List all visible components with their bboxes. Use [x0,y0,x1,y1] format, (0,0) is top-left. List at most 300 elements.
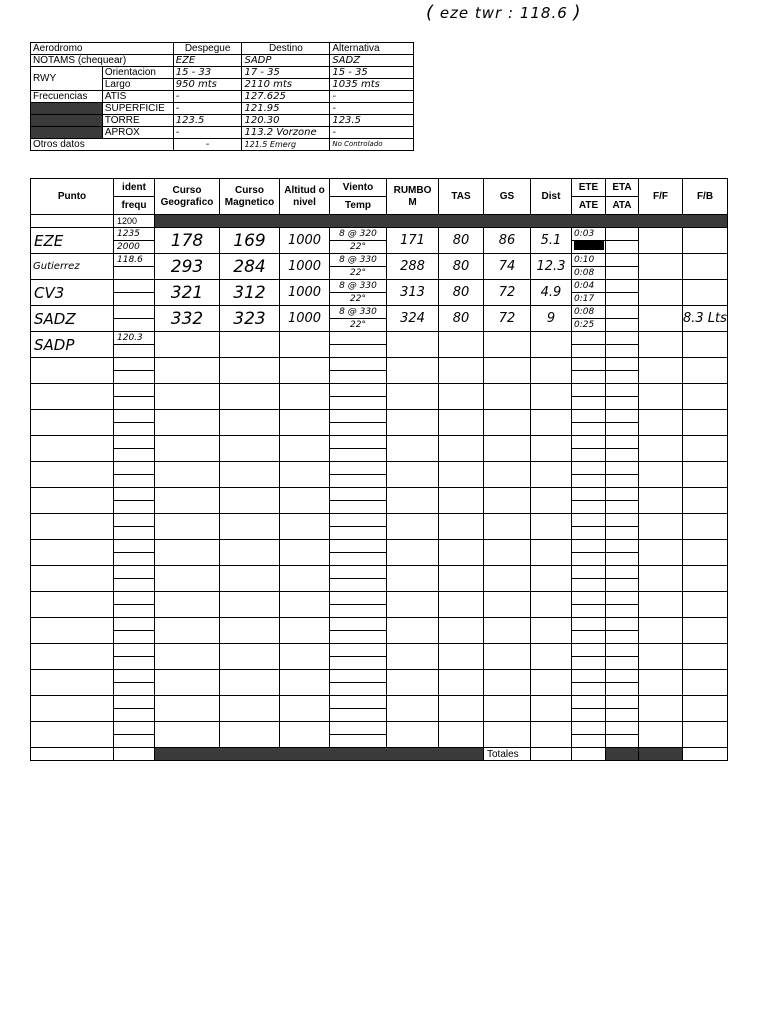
aprox-despegue: - [173,127,242,139]
dist-cell [531,592,572,618]
rumbo-cell [387,722,439,748]
tas-cell [439,722,484,748]
temp-cell [330,605,387,618]
temp-cell: 22° [330,293,387,306]
ate-cell [572,579,606,592]
ff-cell [639,410,683,436]
cg-cell [155,488,220,514]
cg-cell [155,670,220,696]
ff-cell [639,384,683,410]
point-cell [31,748,114,761]
note-text: eze twr : 118.6 [439,4,568,22]
rumbo-cell [387,410,439,436]
ata-cell [606,267,639,280]
point-cell [31,358,114,384]
ata-cell [606,501,639,514]
superficie-label: SUPERFICIE [102,103,173,115]
gs-cell [484,358,531,384]
ident-cell [114,280,155,293]
eta-cell [606,722,639,735]
temp-cell [330,527,387,540]
eta-cell [606,228,639,241]
ident-cell [114,397,155,410]
largo-label: Largo [102,79,173,91]
gs-cell: 86 [484,228,531,254]
ata-cell [606,371,639,384]
eta-cell [606,592,639,605]
point-cell: Gutierrez [31,254,114,280]
alt-cell: 1000 [280,228,330,254]
viento-cell [330,332,387,345]
fb-cell [683,488,728,514]
torre-despegue: 123.5 [173,115,242,127]
rumbo-header-line: RUMBO [393,184,432,196]
dist-header: Dist [531,179,572,215]
dist-cell: 5.1 [531,228,572,254]
viento-cell [330,436,387,449]
ete-cell [572,696,606,709]
point-cell [31,592,114,618]
fb-cell [683,280,728,306]
gs-cell [484,592,531,618]
torre-label: TORRE [102,115,173,127]
ident-cell [114,527,155,540]
ete-cell [572,488,606,501]
ident-cell: 1235 [114,228,155,241]
curso-mag-header-line: Magnetico [224,196,275,208]
tas-cell [439,462,484,488]
cm-cell [220,514,280,540]
temp-cell [330,501,387,514]
ete-cell [572,644,606,657]
tas-cell: 80 [439,280,484,306]
cg-cell: 321 [155,280,220,306]
torre-alternativa: 123.5 [330,115,414,127]
point-cell [31,644,114,670]
altitud-header-line: nivel [293,196,316,208]
ate-cell [572,501,606,514]
dist-cell [531,410,572,436]
ete-cell [572,358,606,371]
ata-cell [606,345,639,358]
rumbo-cell [387,670,439,696]
cg-cell [155,696,220,722]
dist-cell [531,358,572,384]
fb-header: F/B [683,179,728,215]
ident-cell [114,358,155,371]
point-cell [31,514,114,540]
tas-cell [439,436,484,462]
dark-cell [31,127,103,139]
viento-cell [330,462,387,475]
notams-label: NOTAMS (chequear) [31,55,174,67]
fb-total-cell [683,748,728,761]
ate-cell [572,397,606,410]
temp-cell [330,631,387,644]
altitud-header [280,179,330,215]
cm-cell [220,592,280,618]
fb-cell [683,592,728,618]
fb-cell [683,696,728,722]
tas-cell [439,384,484,410]
rumbo-cell [387,592,439,618]
point-cell [31,436,114,462]
ff-cell [639,462,683,488]
ident-cell [114,605,155,618]
alt-cell [280,514,330,540]
tas-cell [439,410,484,436]
cg-cell: 332 [155,306,220,332]
ete-cell [572,592,606,605]
cm-cell [220,540,280,566]
fb-cell [683,410,728,436]
ident-cell: 1200 [114,215,155,228]
cg-cell [155,540,220,566]
ident-cell [114,553,155,566]
ate-header: ATE [572,197,606,215]
alt-cell [280,540,330,566]
ate-cell [572,553,606,566]
punto-header: Punto [31,179,114,215]
temp-cell [330,657,387,670]
ff-cell [639,488,683,514]
dist-cell [531,566,572,592]
ate-cell [572,605,606,618]
alt-cell [280,722,330,748]
viento-cell: 8 @ 330 [330,306,387,319]
ident-cell [114,475,155,488]
ident-cell [114,384,155,397]
rumbo-header [387,179,439,215]
tas-cell [439,618,484,644]
destino-header: Destino [242,43,330,55]
cg-cell [155,618,220,644]
gs-cell [484,488,531,514]
ate-cell [572,735,606,748]
ff-cell [639,540,683,566]
aerodrome-info-table [30,42,414,151]
fb-cell [683,462,728,488]
ete-cell [572,566,606,579]
ata-cell [606,683,639,696]
point-cell: EZE [31,228,114,254]
ff-cell [639,358,683,384]
ata-cell [606,293,639,306]
gs-cell [484,696,531,722]
tas-cell [439,358,484,384]
ident-cell [114,748,155,761]
tas-cell [439,540,484,566]
rumbo-cell [387,618,439,644]
gs-cell [484,644,531,670]
viento-cell [330,488,387,501]
ff-cell [639,228,683,254]
dark-cell [31,103,103,115]
dist-cell: 12.3 [531,254,572,280]
ate-cell [572,709,606,722]
aprox-label: APROX [102,127,173,139]
point-cell [31,670,114,696]
otros-destino: 121.5 Emerg [242,139,330,151]
frequ-header: frequ [114,197,155,215]
temp-cell [330,345,387,358]
point-cell [31,410,114,436]
eta-cell [606,644,639,657]
ident-cell [114,501,155,514]
fb-cell [683,384,728,410]
cm-cell [220,644,280,670]
otros-label: Otros datos [31,139,174,151]
tas-cell: 80 [439,228,484,254]
tas-cell [439,566,484,592]
cm-cell [220,722,280,748]
alt-cell [280,566,330,592]
point-cell [31,384,114,410]
notams-despegue: EZE [173,55,242,67]
cg-cell [155,462,220,488]
ident-cell: 118.6 [114,254,155,267]
tas-cell [439,644,484,670]
cm-cell: 169 [220,228,280,254]
fb-cell: 8.3 Lts [683,306,728,332]
point-cell [31,618,114,644]
ata-cell [606,319,639,332]
ata-header: ATA [606,197,639,215]
ete-cell [572,462,606,475]
ete-cell [572,670,606,683]
ff-cell [639,722,683,748]
ata-cell [606,631,639,644]
gs-cell [484,540,531,566]
gs-cell [484,332,531,358]
temp-cell [330,475,387,488]
rumbo-header-line: M [408,196,417,208]
ete-cell [572,618,606,631]
fb-cell [683,618,728,644]
dark-band [155,215,728,228]
eta-dark-cell [606,748,639,761]
cm-cell [220,358,280,384]
dark-cell [31,115,103,127]
cm-cell [220,332,280,358]
eta-cell [606,618,639,631]
tas-cell [439,696,484,722]
otros-despegue: - [173,139,242,151]
rumbo-cell [387,488,439,514]
eta-cell [606,332,639,345]
atis-destino: 127.625 [242,91,330,103]
fb-cell [683,670,728,696]
temp-cell [330,683,387,696]
ate-cell: 0:25 [572,319,606,332]
viento-cell [330,592,387,605]
ident-cell [114,540,155,553]
ete-cell: 0:03 [572,228,606,241]
eta-cell [606,436,639,449]
gs-cell: 72 [484,306,531,332]
rumbo-cell [387,696,439,722]
ete-cell [572,332,606,345]
ff-cell [639,280,683,306]
redacted-mark [574,241,604,250]
ata-cell [606,449,639,462]
ff-cell [639,696,683,722]
rumbo-cell [387,514,439,540]
tas-cell: 80 [439,254,484,280]
ident-cell [114,514,155,527]
ident-cell [114,345,155,358]
gs-cell [484,462,531,488]
cm-cell [220,384,280,410]
curso-mag-header [220,179,280,215]
aprox-destino: 113.2 Vorzone [242,127,330,139]
rumbo-cell: 313 [387,280,439,306]
viento-cell [330,670,387,683]
superficie-alternativa: - [330,103,414,115]
gs-cell: 72 [484,280,531,306]
gs-cell [484,722,531,748]
alt-cell [280,670,330,696]
fb-cell [683,722,728,748]
ff-dark-cell [639,748,683,761]
altitud-header-line: Altitud o [284,184,325,196]
cm-cell [220,670,280,696]
ident-cell [114,644,155,657]
ident-cell [114,306,155,319]
cg-cell [155,644,220,670]
otros-alternativa: No Controlado [330,139,414,151]
ete-cell [572,514,606,527]
point-cell [31,488,114,514]
ident-cell: 2000 [114,241,155,254]
rumbo-cell [387,436,439,462]
alt-cell [280,384,330,410]
ata-cell [606,241,639,254]
dist-cell [531,722,572,748]
ete-total-cell [572,748,606,761]
alt-cell [280,358,330,384]
cg-cell: 178 [155,228,220,254]
eta-header: ETA [606,179,639,197]
alt-cell: 1000 [280,306,330,332]
ff-cell [639,306,683,332]
largo-despegue: 950 mts [173,79,242,91]
despegue-header: Despegue [173,43,242,55]
ident-cell [114,722,155,735]
gs-cell [484,410,531,436]
alt-cell [280,488,330,514]
point-cell [31,462,114,488]
fb-cell [683,540,728,566]
ata-cell [606,579,639,592]
curso-mag-header-line: Curso [235,184,264,196]
dist-cell [531,618,572,644]
ate-cell [572,241,606,254]
ff-cell [639,644,683,670]
ate-cell [572,683,606,696]
tas-cell [439,592,484,618]
cm-cell [220,462,280,488]
alt-cell [280,332,330,358]
ate-cell [572,475,606,488]
cg-cell [155,384,220,410]
eta-cell [606,358,639,371]
cg-cell [155,592,220,618]
ate-cell [572,423,606,436]
eta-cell [606,384,639,397]
ate-cell: 0:08 [572,267,606,280]
ata-cell [606,527,639,540]
ete-cell: 0:08 [572,306,606,319]
temp-cell [330,449,387,462]
notams-destino: SADP [242,55,330,67]
rumbo-cell: 171 [387,228,439,254]
viento-cell [330,514,387,527]
ate-cell [572,657,606,670]
viento-cell [330,566,387,579]
ff-cell [639,592,683,618]
ident-cell [114,670,155,683]
gs-cell: 74 [484,254,531,280]
ff-cell [639,436,683,462]
point-cell: SADZ [31,306,114,332]
eta-cell [606,280,639,293]
rumbo-cell [387,540,439,566]
viento-cell: 8 @ 330 [330,254,387,267]
eta-cell [606,410,639,423]
fb-cell [683,254,728,280]
fb-cell [683,358,728,384]
superficie-destino: 121.95 [242,103,330,115]
ident-cell [114,631,155,644]
tas-header: TAS [439,179,484,215]
tas-cell [439,488,484,514]
cg-cell: 293 [155,254,220,280]
cm-cell: 323 [220,306,280,332]
ident-cell [114,462,155,475]
ate-cell [572,371,606,384]
ete-cell [572,540,606,553]
alt-cell [280,462,330,488]
temp-cell [330,397,387,410]
alt-cell [280,436,330,462]
temp-cell [330,553,387,566]
cg-cell [155,436,220,462]
ident-cell [114,319,155,332]
cm-cell: 284 [220,254,280,280]
ata-cell [606,605,639,618]
temp-cell [330,423,387,436]
viento-cell [330,644,387,657]
eta-cell [606,306,639,319]
largo-destino: 2110 mts [242,79,330,91]
viento-cell [330,410,387,423]
superficie-despegue: - [173,103,242,115]
atis-despegue: - [173,91,242,103]
ident-cell [114,449,155,462]
cg-cell [155,722,220,748]
alt-cell [280,592,330,618]
ata-cell [606,475,639,488]
ident-cell [114,735,155,748]
cm-cell: 312 [220,280,280,306]
ident-cell [114,267,155,280]
tas-cell: 80 [439,306,484,332]
ete-cell [572,384,606,397]
dist-cell [531,436,572,462]
fb-cell [683,566,728,592]
notams-alternativa: SADZ [330,55,414,67]
